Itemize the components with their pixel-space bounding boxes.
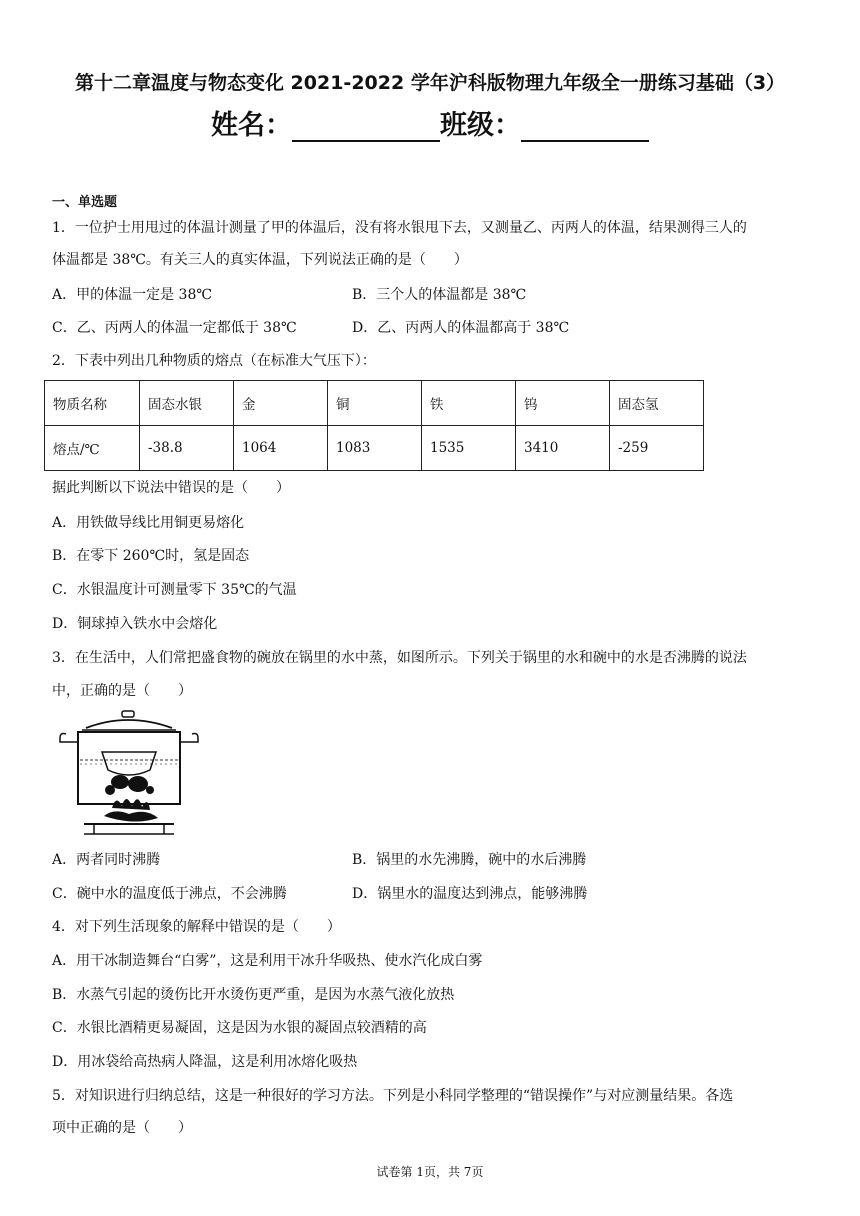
table-cell: -259 [610, 426, 704, 471]
q1-option-c: C．乙、丙两人的体温一定都低于 38℃ [52, 320, 297, 336]
name-class-row [0, 103, 860, 142]
table-cell: 物质名称 [45, 381, 140, 426]
table-cell: 1064 [234, 426, 328, 471]
q3-option-c: C．碗中水的温度低于沸点，不会沸腾 [52, 886, 287, 902]
q4-option-c: C．水银比酒精更易凝固，这是因为水银的凝固点较酒精的高 [52, 1020, 427, 1036]
q3-stem-line2: 中，正确的是（ ） [52, 683, 192, 699]
q1-option-b: B．三个人的体温都是 38℃ [352, 287, 527, 303]
section-heading: 一、单选题 [52, 195, 118, 210]
q1-option-d: D．乙、丙两人的体温都高于 38℃ [352, 320, 570, 336]
q4-option-a: A．用干冰制造舞台“白雾”，这是利用干冰升华吸热、使水汽化成白雾 [52, 953, 483, 969]
q4-option-b: B．水蒸气引起的烫伤比开水烫伤更严重，是因为水蒸气液化放热 [52, 987, 455, 1003]
table-cell: -38.8 [140, 426, 234, 471]
q2-option-a: A．用铁做导线比用铜更易熔化 [52, 515, 245, 531]
class-label: 班级： [440, 110, 521, 141]
name-blank [292, 114, 440, 142]
table-cell: 钨 [516, 381, 610, 426]
q2-stem: 2．下表中列出几种物质的熔点（在标准大气压下）： [52, 353, 376, 369]
q4-stem: 4．对下列生活现象的解释中错误的是（ ） [52, 919, 341, 935]
q2-option-c: C．水银温度计可测量零下 35℃的气温 [52, 582, 297, 598]
steaming-pot-figure [54, 708, 204, 843]
q3-option-d: D．锅里水的温度达到沸点，能够沸腾 [352, 886, 588, 902]
q2-option-d: D．铜球掉入铁水中会熔化 [52, 616, 218, 632]
table-cell: 1083 [328, 426, 422, 471]
q1-stem-line2: 体温都是 38℃。有关三人的真实体温，下列说法正确的是（ ） [52, 252, 468, 268]
table-cell: 1535 [422, 426, 516, 471]
melting-point-table [44, 380, 704, 471]
document-title: 第十二章温度与物态变化 2021-2022 学年沪科版物理九年级全一册练习基础（3） [74, 72, 786, 94]
q2-option-b: B．在零下 260℃时，氢是固态 [52, 548, 250, 564]
table-cell: 铜 [328, 381, 422, 426]
table-row [45, 426, 704, 471]
table-cell: 铁 [422, 381, 516, 426]
table-cell: 金 [234, 381, 328, 426]
q4-option-d: D．用冰袋给高热病人降温，这是利用冰熔化吸热 [52, 1054, 358, 1070]
q1-option-a: A．甲的体温一定是 38℃ [52, 287, 213, 303]
q1-stem-line1: 1．一位护士用甩过的体温计测量了甲的体温后，没有将水银甩下去，又测量乙、丙两人的体温，结果测得三人的 [52, 220, 747, 236]
table-cell: 3410 [516, 426, 610, 471]
table-cell: 固态水银 [140, 381, 234, 426]
table-cell: 固态氢 [610, 381, 704, 426]
q3-stem-line1: 3．在生活中，人们常把盛食物的碗放在锅里的水中蒸，如图所示。下列关于锅里的水和碗中的水是否沸腾的说法 [52, 650, 747, 666]
table-cell: 熔点/℃ [45, 426, 140, 471]
q5-stem-line2: 项中正确的是（ ） [52, 1120, 192, 1136]
table-row [45, 381, 704, 426]
class-blank [521, 114, 649, 142]
name-label: 姓名： [211, 110, 292, 141]
q2-prompt: 据此判断以下说法中错误的是（ ） [52, 480, 290, 496]
q3-option-a: A．两者同时沸腾 [52, 852, 161, 868]
q3-option-b: B．锅里的水先沸腾，碗中的水后沸腾 [352, 852, 587, 868]
page-footer: 试卷第 1页，共 7页 [376, 1165, 484, 1179]
q5-stem-line1: 5．对知识进行归纳总结，这是一种很好的学习方法。下列是小科同学整理的“错误操作”与对应测量结果。各选 [52, 1088, 734, 1104]
